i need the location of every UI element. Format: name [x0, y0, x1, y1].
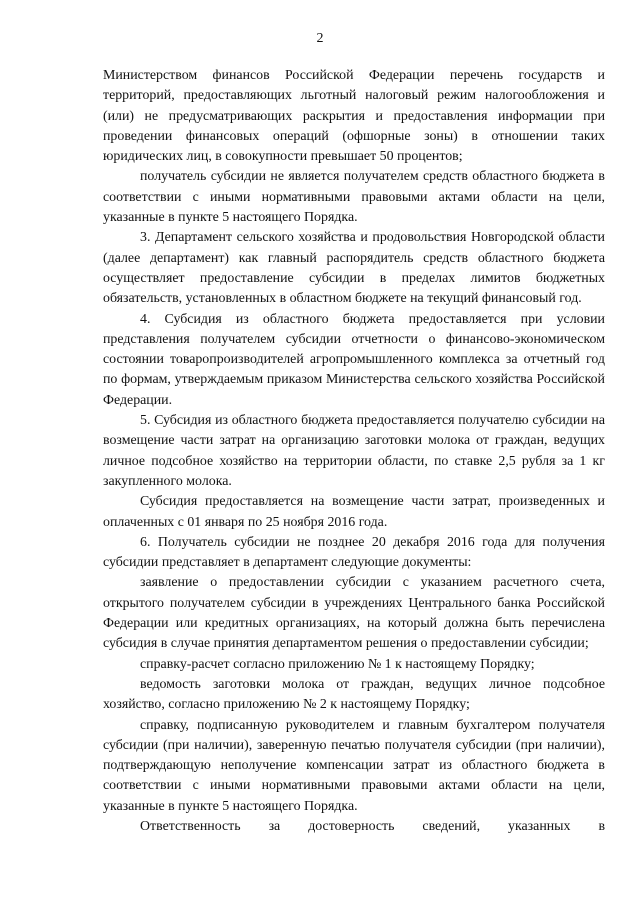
- list-item-milk-procurement-statement: ведомость заготовки молока от граждан, ведущих личное подсобное хозяйство, согласно приложению № 2 к настоящему Порядку;: [103, 676, 605, 713]
- paragraph-offshore-criteria: Министерством финансов Российской Федерации перечень государств и территорий, предоставляющих льготный налоговый режим налогообложения и (или) не предусматривающих раскрытия и предоставления информации при проведении финансовых операций (офшорные зоны) в отношении таких юридических лиц, в совокупности превышает 50 процентов;: [103, 68, 605, 165]
- paragraph-not-budget-recipient: получатель субсидии не является получателем средств областного бюджета в соответствии с иными нормативными правовыми актами области на цели, указанные в пункте 5 настоящего Порядка.: [103, 169, 605, 226]
- page-number: 2: [316, 31, 324, 46]
- list-item-signed-certificate: справку, подписанную руководителем и главным бухгалтером получателя субсидии (при наличии), заверенную печатью получателя субсидии (при наличии), подтверждающую неполучение компенсации затрат из областного бюджета в соответствии с иными нормативными правовыми актами области на цели, указанные в пункте 5 настоящего Порядка.: [103, 717, 605, 814]
- paragraph-subsidy-period: Субсидия предоставляется на возмещение части затрат, произведенных и оплаченных с 01 января по 25 ноября 2016 года.: [103, 494, 605, 530]
- document-body: [103, 66, 605, 837]
- paragraph-3-department: 3. Департамент сельского хозяйства и продовольствия Новгородской области (далее департамент) как главный распорядитель средств областного бюджета осуществляет предоставление субсидии в пределах лимитов бюджетных обязательств, установленных в областном бюджете на текущий финансовый год.: [103, 230, 605, 307]
- paragraph-6-documents-deadline: 6. Получатель субсидии не позднее 20 декабря 2016 года для получения субсидии представляет в департамент следующие документы:: [103, 534, 605, 571]
- paragraph-4-reporting-condition: 4. Субсидия из областного бюджета предоставляется при условии представления получателем субсидии отчетности о финансово-экономическом состоянии товаропроизводителей агропромышленного комплекса за отчетный год по формам, утверждаемым приказом Министерства сельского хозяйства Российской Федерации.: [103, 311, 605, 408]
- paragraph-responsibility: Ответственность за достоверность сведений, указанных в: [140, 818, 605, 834]
- list-item-application: заявление о предоставлении субсидии с указанием расчетного счета, открытого получателем субсидии в учреждениях Центрального банка Российской Федерации или кредитных организациях, на который должна быть перечислена субсидия в случае принятия департаментом решения о предоставлении субсидии;: [103, 575, 605, 652]
- list-item-calculation-certificate: справку-расчет согласно приложению № 1 к настоящему Порядку;: [140, 656, 535, 672]
- paragraph-5-subsidy-purpose: 5. Субсидия из областного бюджета предоставляется получателю субсидии на возмещение части затрат на организацию заготовки молока от граждан, ведущих личное подсобное хозяйство на территории области, по ставке 2,5 рубля за 1 кг закупленного молока.: [103, 413, 605, 489]
